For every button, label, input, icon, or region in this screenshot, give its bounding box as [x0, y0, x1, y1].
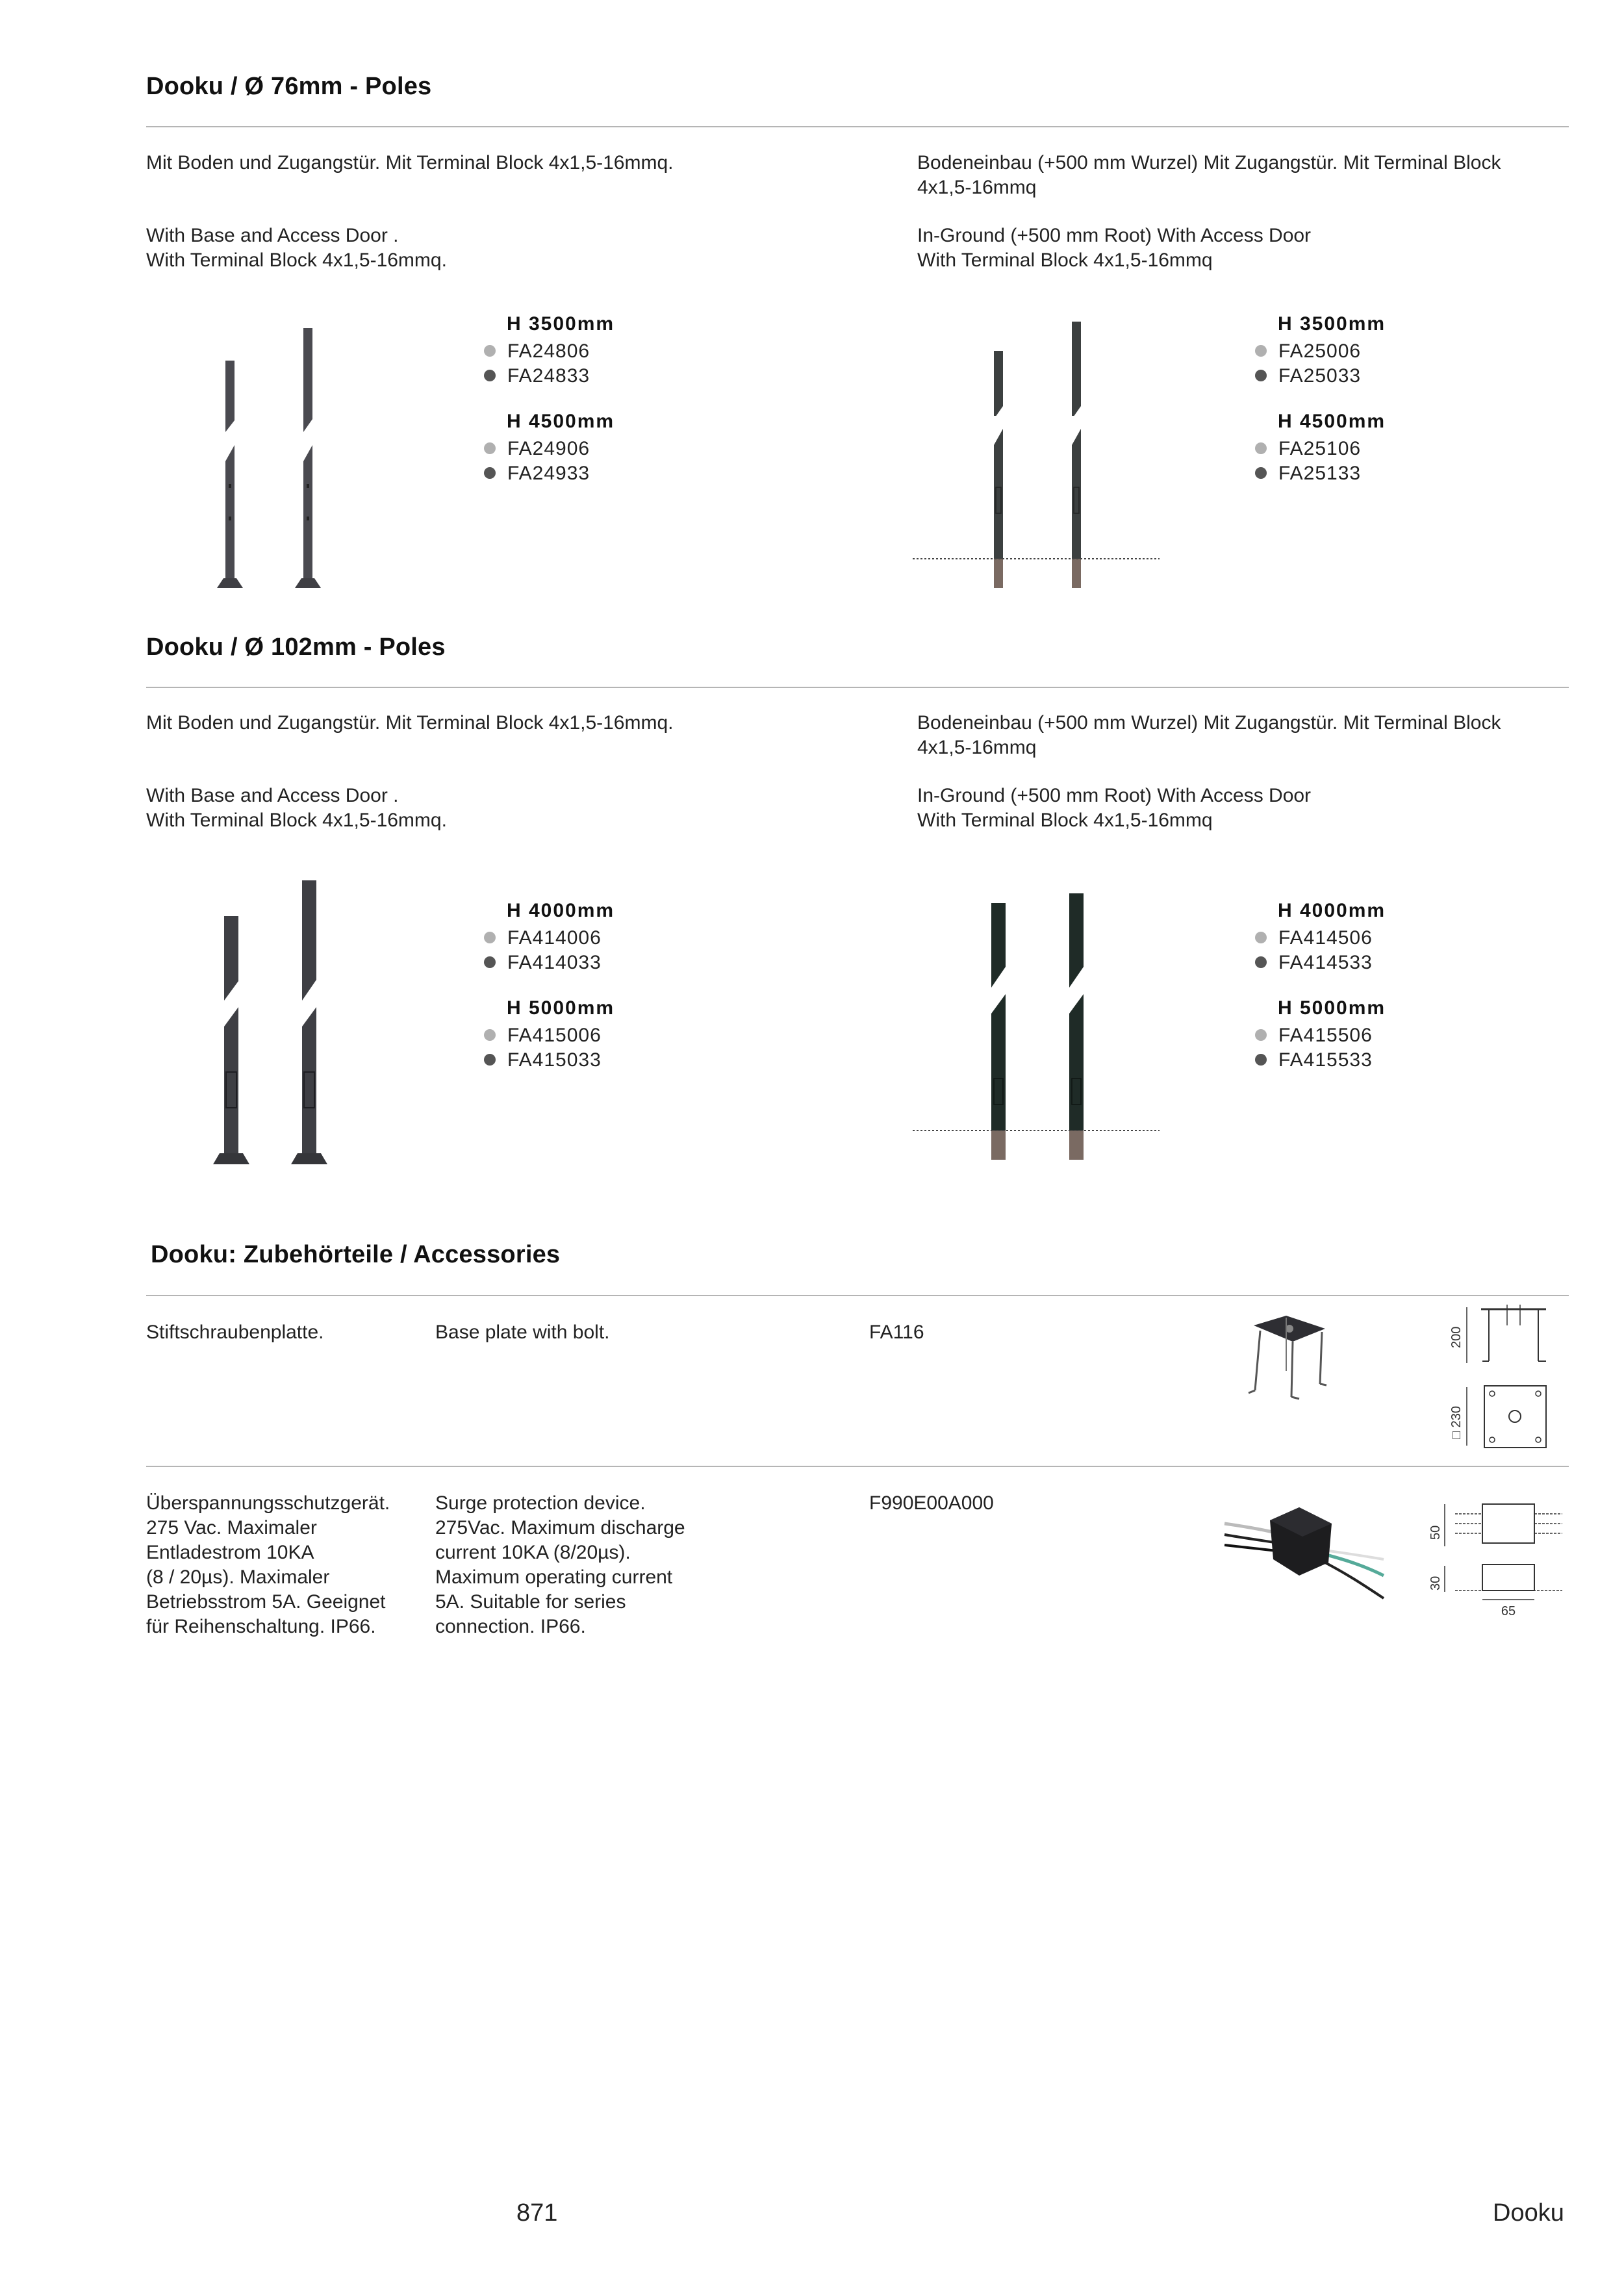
product-code: FA414533 — [1278, 952, 1373, 973]
code-row — [1255, 1048, 1386, 1073]
height-label: H 4500mm — [1278, 411, 1386, 432]
pole-upper — [994, 351, 1003, 416]
pole-root — [1069, 1131, 1084, 1160]
accessory-de-text — [146, 1491, 432, 1639]
surge-protector-image — [1221, 1488, 1390, 1611]
light-grey-swatch — [1255, 345, 1267, 357]
accessory-code: F990E00A000 — [869, 1492, 994, 1514]
product-code: FA415033 — [507, 1049, 602, 1071]
description-right-en — [917, 784, 1573, 833]
dim-label: 200 — [1449, 1326, 1464, 1348]
code-row — [1255, 951, 1386, 975]
product-code: FA25006 — [1278, 340, 1362, 362]
text-line: Surge protection device. — [435, 1492, 646, 1514]
pole-image-inground-76mm — [909, 318, 1169, 591]
accessory-divider — [146, 1466, 1569, 1467]
section-divider — [146, 126, 1569, 127]
pole-upper — [1072, 322, 1081, 416]
section-divider — [146, 1295, 1569, 1296]
description-left-en — [146, 784, 861, 833]
dark-grey-swatch — [1255, 370, 1267, 381]
text-line: Base plate with bolt. — [435, 1322, 610, 1343]
code-row — [484, 461, 615, 486]
text-line: (8 / 20µs). Maximaler — [146, 1566, 330, 1588]
pole-lower — [991, 994, 1006, 1131]
code-row — [484, 364, 615, 389]
product-code: FA414006 — [507, 927, 602, 949]
pole-base — [217, 578, 243, 588]
text-line: für Reihenschaltung. IP66. — [146, 1616, 376, 1637]
en-line: With Terminal Block 4x1,5-16mmq. — [146, 810, 447, 831]
pole-base — [291, 1153, 327, 1164]
text-line: 275 Vac. Maximaler — [146, 1517, 317, 1539]
section-title-76mm: Dooku / Ø 76mm - Poles — [146, 73, 432, 100]
surge-protector-drawing — [1423, 1488, 1572, 1644]
code-row — [484, 1023, 615, 1048]
text-line: 5A. Suitable for series — [435, 1591, 626, 1613]
product-code: FA24806 — [507, 340, 590, 362]
code-row — [484, 437, 615, 461]
product-code: FA24833 — [507, 365, 590, 387]
pole-lower — [994, 429, 1003, 559]
description-right-de — [917, 151, 1573, 200]
pole-image-base-102mm — [208, 877, 351, 1169]
pole-lower — [303, 445, 312, 578]
dark-grey-swatch — [1255, 956, 1267, 968]
en-line: With Base and Access Door . — [146, 785, 399, 806]
dim-label: 50 — [1428, 1525, 1443, 1540]
en-line: With Base and Access Door . — [146, 225, 399, 246]
dark-grey-swatch — [484, 370, 496, 381]
code-row — [484, 926, 615, 951]
dim-label: 30 — [1428, 1576, 1443, 1591]
code-row — [1255, 437, 1386, 461]
pole-upper — [303, 328, 312, 432]
description-left-de: Mit Boden und Zugangstür. Mit Terminal Block 4x1,5-16mmq. — [146, 152, 674, 173]
text-line: Betriebsstrom 5A. Geeignet — [146, 1591, 386, 1613]
en-line: With Terminal Block 4x1,5-16mmq — [917, 810, 1213, 831]
product-code: FA414033 — [507, 952, 602, 973]
height-label: H 4000mm — [507, 900, 615, 921]
text-line: Entladestrom 10KA — [146, 1542, 314, 1563]
light-grey-swatch — [1255, 1029, 1267, 1041]
pole-root — [1072, 559, 1081, 588]
height-label: H 5000mm — [507, 997, 615, 1019]
light-grey-swatch — [484, 932, 496, 943]
base-plate-image — [1241, 1306, 1338, 1403]
product-code: FA414506 — [1278, 927, 1373, 949]
description-left-de: Mit Boden und Zugangstür. Mit Terminal Block 4x1,5-16mmq. — [146, 712, 674, 734]
footer-product-name: Dooku — [1493, 2199, 1564, 2227]
pole-root — [991, 1131, 1006, 1160]
section-divider — [146, 687, 1569, 688]
de-line: Bodeneinbau (+500 mm Wurzel) Mit Zugangstür. Mit Terminal Block — [917, 152, 1501, 173]
code-row — [484, 1048, 615, 1073]
section-title-102mm: Dooku / Ø 102mm - Poles — [146, 633, 446, 661]
pole-lower — [225, 445, 235, 578]
de-line: Bodeneinbau (+500 mm Wurzel) Mit Zugangstür. Mit Terminal Block — [917, 712, 1501, 734]
light-grey-swatch — [484, 442, 496, 454]
product-code: FA24906 — [507, 438, 590, 459]
dark-grey-swatch — [1255, 467, 1267, 479]
dark-grey-swatch — [484, 1054, 496, 1066]
height-label: H 3500mm — [1278, 313, 1386, 335]
pole-upper — [225, 361, 235, 432]
dim-label: 65 — [1501, 1604, 1516, 1618]
text-line: current 10KA (8/20µs). — [435, 1542, 631, 1563]
accessory-de-text — [146, 1320, 425, 1345]
code-list-left-102mm — [484, 900, 615, 1073]
en-line: In-Ground (+500 mm Root) With Access Door — [917, 785, 1312, 806]
code-row — [484, 339, 615, 364]
dark-grey-swatch — [484, 956, 496, 968]
de-line: 4x1,5-16mmq — [917, 177, 1037, 198]
code-row — [1255, 461, 1386, 486]
light-grey-swatch — [1255, 442, 1267, 454]
description-right-de — [917, 711, 1573, 760]
text-line: 275Vac. Maximum discharge — [435, 1517, 685, 1539]
height-label: H 4000mm — [1278, 900, 1386, 921]
plate-outline — [1484, 1386, 1546, 1448]
accessory-code: FA116 — [869, 1322, 924, 1343]
device-outline — [1482, 1565, 1534, 1591]
dark-grey-swatch — [1255, 1054, 1267, 1066]
product-code: FA415506 — [1278, 1025, 1373, 1046]
product-code: FA24933 — [507, 463, 590, 484]
height-label: H 5000mm — [1278, 997, 1386, 1019]
code-row — [1255, 364, 1386, 389]
code-list-left-76mm — [484, 313, 615, 486]
de-line: 4x1,5-16mmq — [917, 737, 1037, 758]
dark-grey-swatch — [484, 467, 496, 479]
description-right-en — [917, 224, 1573, 273]
product-code: FA25033 — [1278, 365, 1362, 387]
en-line: With Terminal Block 4x1,5-16mmq. — [146, 249, 447, 271]
en-line: With Terminal Block 4x1,5-16mmq — [917, 249, 1213, 271]
page-number: 871 — [516, 2199, 558, 2227]
pole-lower — [1069, 994, 1084, 1131]
description-left-en — [146, 224, 861, 273]
pole-base — [213, 1153, 249, 1164]
code-row — [1255, 339, 1386, 364]
accessories-title: Dooku: Zubehörteile / Accessories — [151, 1241, 561, 1268]
light-grey-swatch — [484, 345, 496, 357]
base-plate-drawing — [1442, 1299, 1572, 1455]
pole-root — [994, 559, 1003, 588]
product-code: FA25106 — [1278, 438, 1362, 459]
dim-label: □ 230 — [1449, 1405, 1464, 1439]
pole-image-inground-102mm — [909, 890, 1169, 1169]
text-line: Stiftschraubenplatte. — [146, 1322, 324, 1343]
light-grey-swatch — [484, 1029, 496, 1041]
text-line: Maximum operating current — [435, 1566, 673, 1588]
text-line: Überspannungsschutzgerät. — [146, 1492, 390, 1514]
code-list-right-76mm — [1255, 313, 1386, 486]
pole-lower — [1072, 429, 1081, 559]
code-list-right-102mm — [1255, 900, 1386, 1073]
device-outline — [1482, 1504, 1534, 1543]
accessory-en-text — [435, 1320, 715, 1345]
code-row — [1255, 926, 1386, 951]
en-line: In-Ground (+500 mm Root) With Access Door — [917, 225, 1312, 246]
product-code: FA415533 — [1278, 1049, 1373, 1071]
pole-base — [295, 578, 321, 588]
product-code: FA415006 — [507, 1025, 602, 1046]
light-grey-swatch — [1255, 932, 1267, 943]
code-row — [484, 951, 615, 975]
height-label: H 4500mm — [507, 411, 615, 432]
pole-upper — [302, 880, 316, 1001]
accessory-en-text — [435, 1491, 721, 1639]
pole-image-base-76mm — [208, 322, 351, 594]
code-row — [1255, 1023, 1386, 1048]
product-code: FA25133 — [1278, 463, 1362, 484]
height-label: H 3500mm — [507, 313, 615, 335]
text-line: connection. IP66. — [435, 1616, 586, 1637]
